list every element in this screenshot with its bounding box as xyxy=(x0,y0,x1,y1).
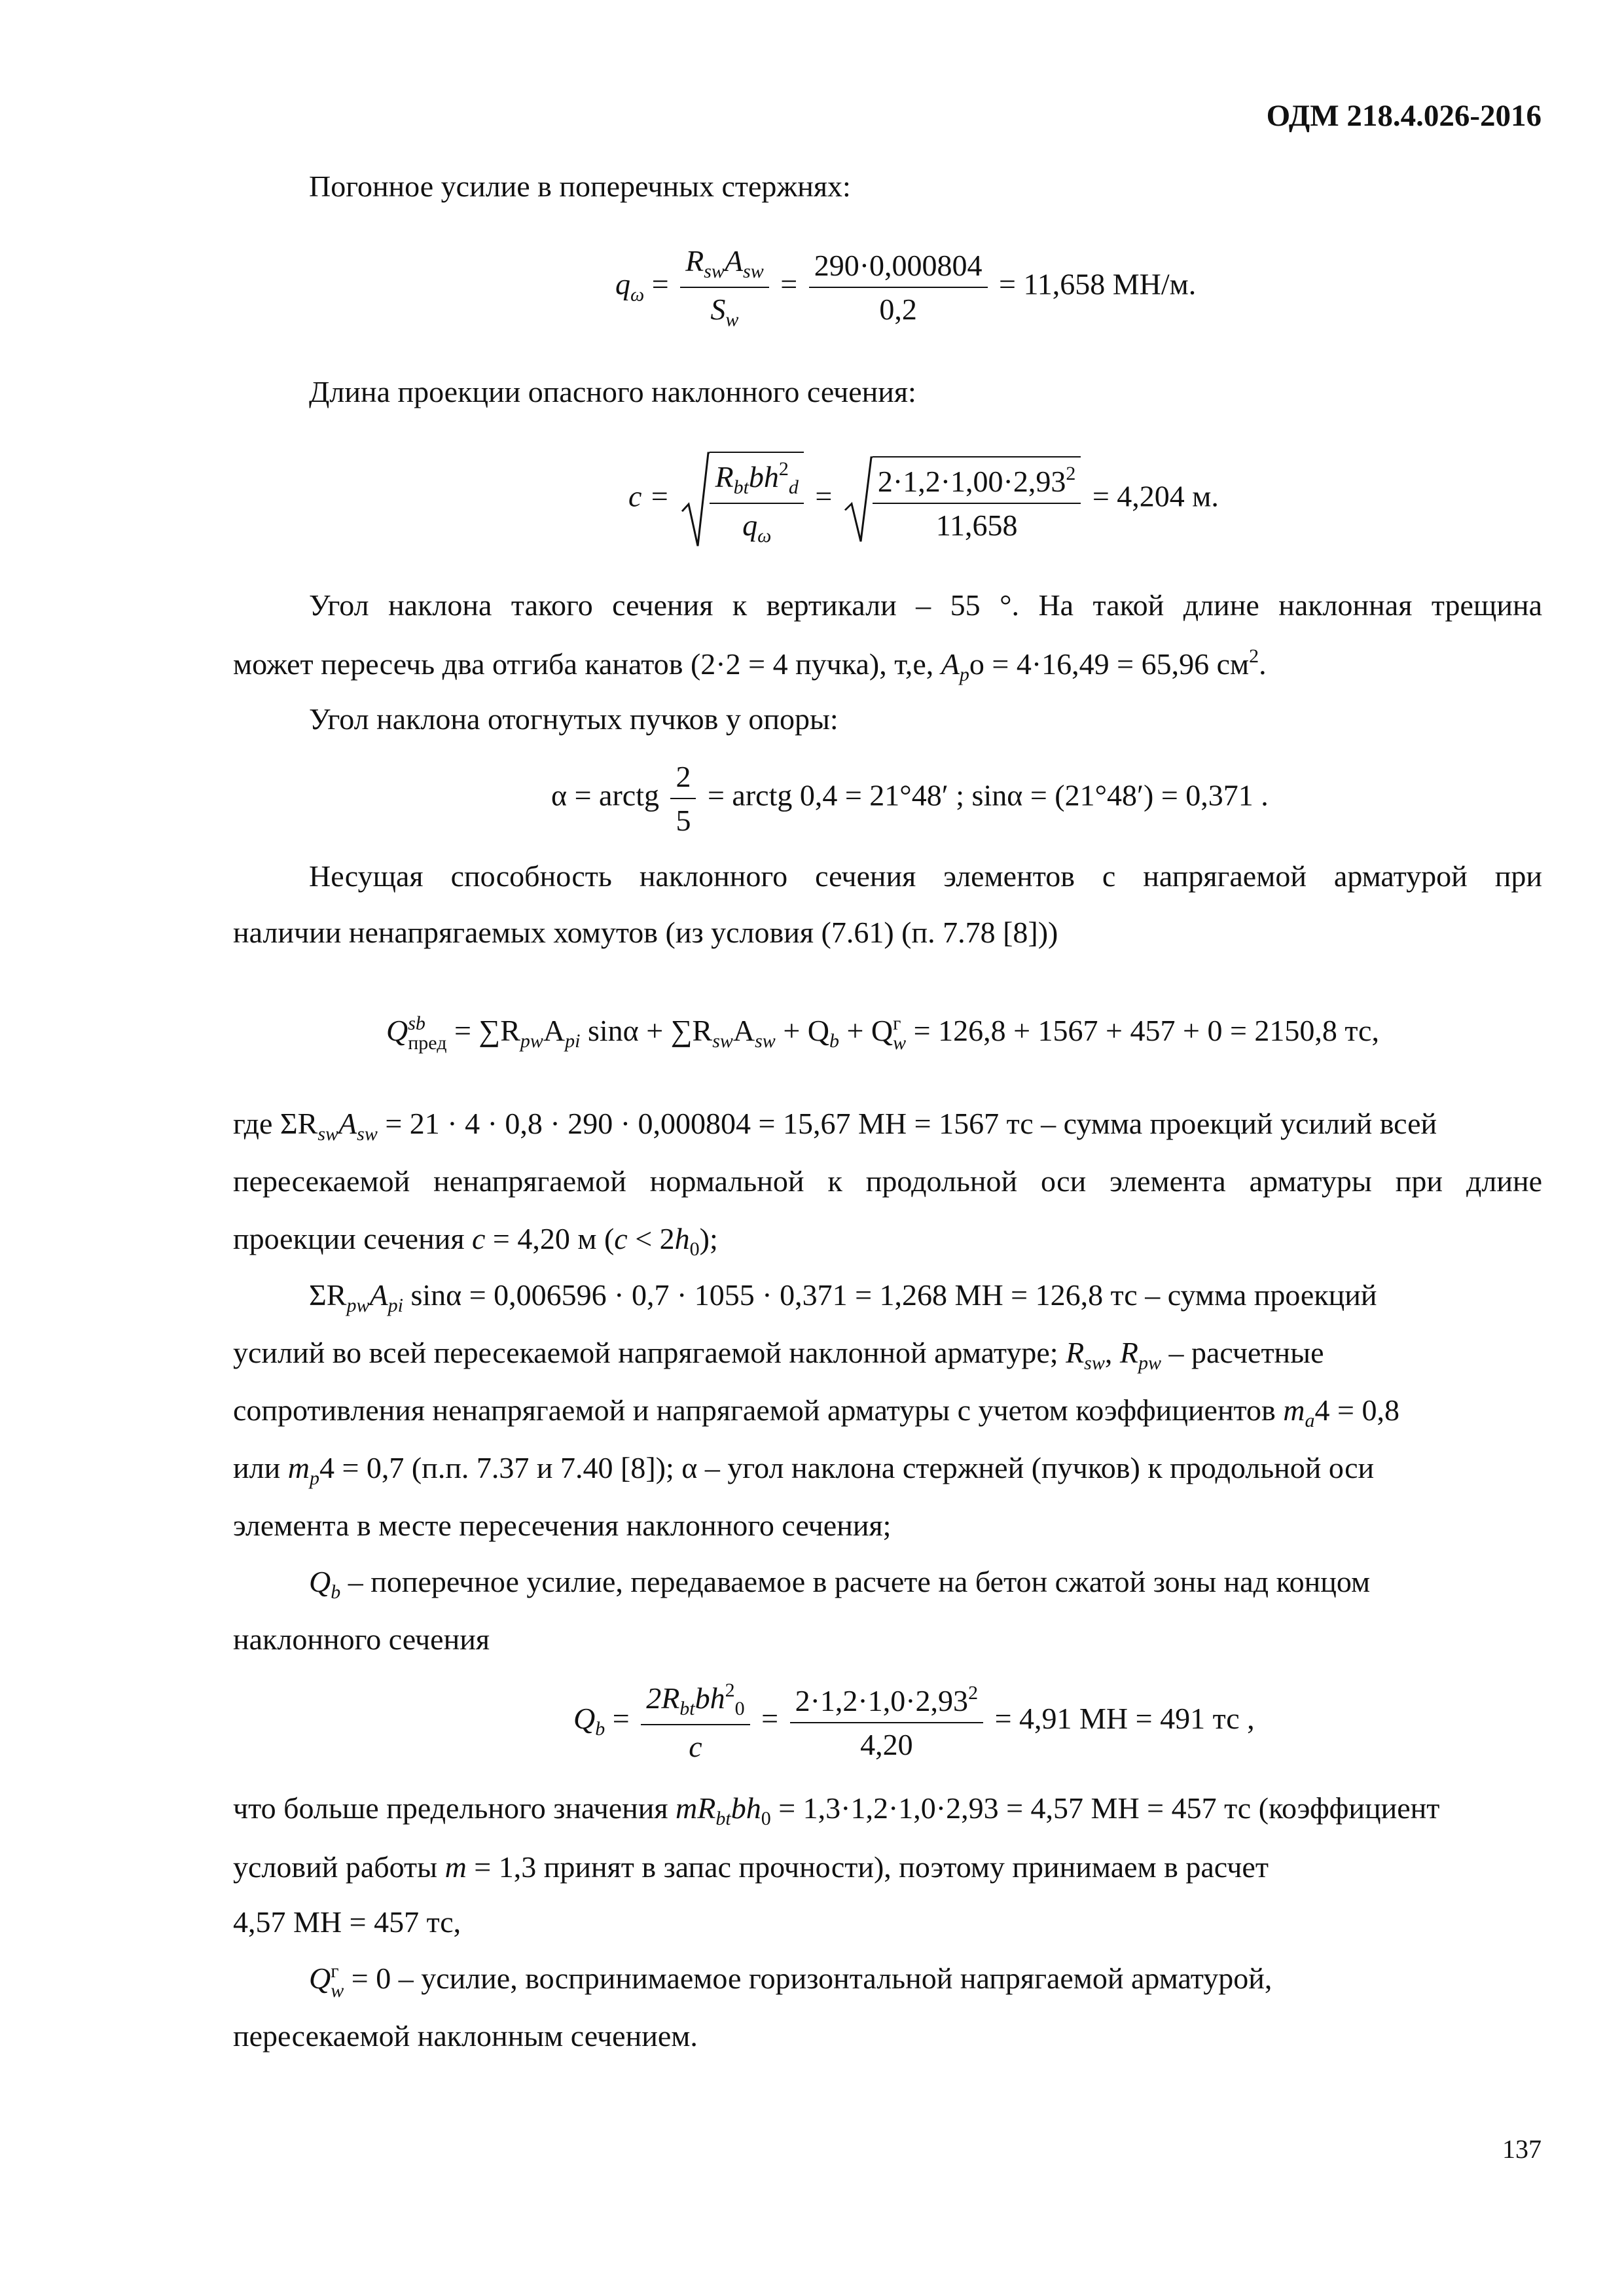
p6-line3-lt: < 2 xyxy=(627,1222,675,1255)
eq1-equals-2: = xyxy=(780,267,798,301)
eq3-alpha-arctg: α = arctg xyxy=(551,778,659,812)
eq5-lhs: Q xyxy=(573,1702,596,1736)
eq1-fraction-symbolic xyxy=(680,243,769,331)
equation-q-omega xyxy=(615,243,1196,331)
eq2-sqrt-numeric xyxy=(844,456,1081,543)
eq4-sub1: pw xyxy=(520,1030,543,1052)
p10-line1-text: = 0 – усилие, воспринимаемое горизонтальной напрягаемой арматурой, xyxy=(344,1962,1272,1995)
eq5-result: = 4,91 МН = 491 тс , xyxy=(994,1702,1255,1736)
p6-line3-text: проекции сечения xyxy=(233,1222,472,1255)
p3-var-a: A xyxy=(941,647,960,681)
p3-line2-value: o = 4·16,49 = 65,96 см xyxy=(969,647,1250,681)
p6-line1-text: = 21 · 4 · 0,8 · 290 · 0,000804 = 15,67 МН = 1567 тс – сумма проекций усилий всей xyxy=(377,1107,1437,1140)
paragraph-qb-line1 xyxy=(309,1564,1370,1604)
paragraph-sum-line1 xyxy=(309,1278,1542,1317)
eq4-sub6: w xyxy=(893,1032,907,1054)
equation-c-length xyxy=(628,452,1219,547)
eq4-result: = 126,8 + 1567 + 457 + 0 = 2150,8 тс, xyxy=(906,1014,1379,1047)
p7-var-r2-sub: pw xyxy=(1138,1352,1161,1374)
p6-line3-end: ); xyxy=(699,1222,718,1255)
eq4-sub5: b xyxy=(829,1030,839,1052)
eq2-num-value-sup: 2 xyxy=(1066,463,1076,484)
eq5-equals-2: = xyxy=(761,1702,779,1736)
p9-line1-value: = 1,3·1,2·1,0·2,93 = 4,57 МН = 457 тс (коэффициент xyxy=(770,1791,1440,1825)
eq1-fraction-numeric xyxy=(809,248,988,327)
paragraph-limit-line3: 4,57 МН = 457 тс, xyxy=(233,1905,461,1939)
document-code-header: ОДМ 218.4.026-2016 xyxy=(1266,99,1542,133)
p9-var-m: m xyxy=(444,1850,467,1884)
eq5-den-c: c xyxy=(689,1730,702,1763)
eq4-q-sub: пред xyxy=(408,1032,447,1054)
p7-sub1: pw xyxy=(346,1295,370,1316)
p6-sum-r: где ΣR xyxy=(233,1107,318,1140)
p7-var-r1-sub: sw xyxy=(1084,1352,1105,1374)
paragraph-limit-line1 xyxy=(233,1791,1439,1830)
eq3-result: = arctg 0,4 = 21°48′ ; sinα = (21°48′) = 0,371 . xyxy=(707,778,1269,812)
equation-alpha xyxy=(551,759,1269,838)
eq2-den-q: q xyxy=(742,509,758,542)
eq2-num-value: 2·1,2·1,00·2,93 xyxy=(877,465,1066,498)
radical-sign-icon xyxy=(681,452,710,547)
p10-var-q-sup: г xyxy=(331,1960,339,1982)
p6-var-h-sub: 0 xyxy=(689,1238,700,1260)
eq4-q-sup: sb xyxy=(408,1013,425,1035)
eq3-num: 2 xyxy=(670,759,696,799)
p8-var-q: Q xyxy=(309,1565,331,1598)
eq1-den-s: S xyxy=(710,293,726,326)
paragraph-capacity-line1: Несущая способность наклонного сечения элементов с напрягаемой арматурой при xyxy=(309,859,1542,893)
paragraph-sum-line5: элемента в месте пересечения наклонного сечения; xyxy=(233,1509,892,1542)
p8-var-q-sub: b xyxy=(331,1581,341,1603)
paragraph-angle-line2 xyxy=(233,645,1267,686)
p9-line2-value: = 1,3 принят в запас прочности), поэтому принимаем в расчет xyxy=(466,1850,1269,1884)
p6-sub1: sw xyxy=(317,1123,339,1145)
p7-comma: , xyxy=(1104,1336,1120,1369)
eq5-fraction-numeric xyxy=(790,1682,983,1762)
eq3-den: 5 xyxy=(676,804,691,837)
p9-var-mr-sub: bt xyxy=(715,1808,731,1829)
p6-var-a: A xyxy=(338,1107,357,1140)
eq4-q: Q xyxy=(386,1014,408,1047)
p9-line1-text: что больше предельного значения xyxy=(233,1791,676,1825)
paragraph-angle-line1: Угол наклона такого сечения к вертикали – 55 °. На такой длине наклонная трещина xyxy=(309,588,1542,622)
eq4-sub4: sw xyxy=(755,1030,776,1052)
eq1-lhs-sub: ω xyxy=(630,283,645,306)
eq5-num-value: 2·1,2·1,0·2,93 xyxy=(795,1683,969,1717)
paragraph-force-intro: Погонное усилие в поперечных стержнях: xyxy=(309,170,851,203)
p6-var-c2: c xyxy=(614,1222,628,1255)
eq5-num-bh: bh xyxy=(695,1681,725,1715)
paragraph-qb-line2: наклонного сечения xyxy=(233,1623,490,1656)
radical-sign-icon xyxy=(844,456,873,543)
eq1-den-value: 0,2 xyxy=(879,293,917,326)
eq2-num-r-sub: bt xyxy=(733,476,749,498)
eq1-num-r-sub: sw xyxy=(704,260,725,282)
p7-sum-r: ΣR xyxy=(309,1278,347,1312)
eq4-sub2: pi xyxy=(565,1030,581,1052)
eq1-num-a-sub: sw xyxy=(743,260,764,282)
p6-sub2: sw xyxy=(357,1123,378,1145)
eq1-den-s-sub: w xyxy=(725,309,739,331)
eq1-lhs: q xyxy=(615,267,630,301)
p10-var-q: Q xyxy=(309,1962,331,1995)
eq5-num-sub: bt xyxy=(679,1698,695,1719)
eq2-den-q-sub: ω xyxy=(757,525,772,547)
eq1-num-value: 290·0,000804 xyxy=(809,248,988,288)
eq1-num-r: R xyxy=(685,244,704,278)
eq5-equals: = xyxy=(612,1702,630,1736)
eq2-num-r: R xyxy=(715,460,734,493)
eq4-part1: = ∑R xyxy=(446,1014,520,1047)
eq5-num-2r: 2R xyxy=(646,1681,680,1715)
eq4-part6: + Q xyxy=(839,1014,893,1047)
eq1-result: = 11,658 МН/м. xyxy=(999,267,1197,301)
paragraph-where-line2: пересекаемой ненапрягаемой нормальной к продольной оси элемента арматуры при длине xyxy=(233,1164,1542,1198)
p7-var-m2-sub: p xyxy=(309,1467,319,1489)
eq1-num-a: A xyxy=(724,244,744,278)
eq2-num-bh: bh xyxy=(748,460,779,493)
eq5-num-sup: 2 xyxy=(725,1679,735,1701)
eq5-den-value: 4,20 xyxy=(860,1727,913,1761)
eq4-part3: sinα + ∑R xyxy=(580,1014,713,1047)
p10-var-q-sub: w xyxy=(331,1980,344,2002)
p7-line2-end: – расчетные xyxy=(1161,1336,1324,1369)
p7-var-m1: m xyxy=(1283,1393,1305,1427)
p6-var-h: h xyxy=(674,1222,690,1255)
paragraph-projection-length: Длина проекции опасного наклонного сечения: xyxy=(309,375,916,408)
eq4-part4: A xyxy=(732,1014,755,1047)
eq2-sqrt-symbolic xyxy=(681,452,803,547)
p7-var-a: A xyxy=(369,1278,388,1312)
p7-line4-text: или xyxy=(233,1451,288,1484)
p7-line3-value: 4 = 0,8 xyxy=(1314,1393,1399,1427)
eq2-equals: = xyxy=(815,479,833,513)
eq1-equals: = xyxy=(651,267,669,301)
p8-line1-text: – поперечное усилие, передаваемое в расчете на бетон сжатой зоны над концом xyxy=(340,1565,1371,1598)
paragraph-horizontal-line2: пересекаемой наклонным сечением. xyxy=(233,2019,698,2053)
p9-line2-text: условий работы xyxy=(233,1850,445,1884)
page-number: 137 xyxy=(1502,2134,1542,2164)
p7-var-m2: m xyxy=(287,1451,310,1484)
paragraph-sum-line3 xyxy=(233,1393,1399,1432)
eq4-sup6: г xyxy=(893,1013,901,1035)
paragraph-sum-line2 xyxy=(233,1335,1324,1374)
p7-line1-text: sinα = 0,006596 · 0,7 · 1055 · 0,371 = 1,268 МН = 126,8 тс – сумма проекций xyxy=(403,1278,1377,1312)
paragraph-sum-line4 xyxy=(233,1450,1374,1490)
paragraph-where-line3 xyxy=(233,1221,718,1261)
eq5-fraction-symbolic xyxy=(641,1679,749,1764)
equation-q-limit xyxy=(386,1013,1379,1053)
p7-var-m1-sub: a xyxy=(1305,1410,1315,1431)
p7-line2-text: усилий во всей пересекаемой напрягаемой наклонной арматуре; xyxy=(233,1336,1066,1369)
eq3-fraction xyxy=(670,759,696,838)
eq5-num-sub2: 0 xyxy=(734,1698,745,1719)
paragraph-bent-angle: Угол наклона отогнутых пучков у опоры: xyxy=(309,702,839,736)
p9-var-bh-sub: 0 xyxy=(761,1808,771,1829)
p7-sub2: pi xyxy=(388,1295,403,1316)
eq2-lhs: c = xyxy=(628,479,670,513)
eq2-num-sub: d xyxy=(788,476,799,498)
eq2-num-sup: 2 xyxy=(778,458,789,480)
eq4-sub3: sw xyxy=(712,1030,733,1052)
eq5-lhs-sub: b xyxy=(595,1718,605,1740)
p9-var-mr: mR xyxy=(676,1791,716,1825)
paragraph-horizontal-line1 xyxy=(309,1961,1272,2001)
paragraph-limit-line2 xyxy=(233,1850,1269,1884)
p7-line4-value: 4 = 0,7 (п.п. 7.37 и 7.40 [8]); α – угол наклона стержней (пучков) к продольной оси xyxy=(319,1451,1375,1484)
p7-line3-text: сопротивления ненапрягаемой и напрягаемой арматуры с учетом коэффициентов xyxy=(233,1393,1284,1427)
p7-var-r2: R xyxy=(1119,1336,1138,1369)
eq4-part5: + Q xyxy=(775,1014,829,1047)
paragraph-where-line1 xyxy=(233,1106,1437,1145)
p7-var-r1: R xyxy=(1066,1336,1085,1369)
eq2-result: = 4,204 м. xyxy=(1092,479,1219,513)
p6-var-c: c xyxy=(472,1222,486,1255)
eq5-num-value-sup: 2 xyxy=(968,1681,979,1704)
eq4-part2: A xyxy=(543,1014,566,1047)
p3-line2-text: может пересечь два отгиба канатов (2·2 = 4 пучка), т,е, xyxy=(233,647,941,681)
p3-line2-end: . xyxy=(1259,647,1267,681)
p3-line2-sup: 2 xyxy=(1249,645,1259,667)
paragraph-capacity-line2: наличии ненапрягаемых хомутов (из условия (7.61) (п. 7.78 [8])) xyxy=(233,916,1058,949)
p9-var-bh: bh xyxy=(731,1791,761,1825)
p3-var-a-sub: p xyxy=(959,664,969,685)
p6-line3-value: = 4,20 м ( xyxy=(485,1222,615,1255)
eq2-den-value: 11,658 xyxy=(935,509,1018,542)
equation-qb xyxy=(573,1679,1255,1764)
